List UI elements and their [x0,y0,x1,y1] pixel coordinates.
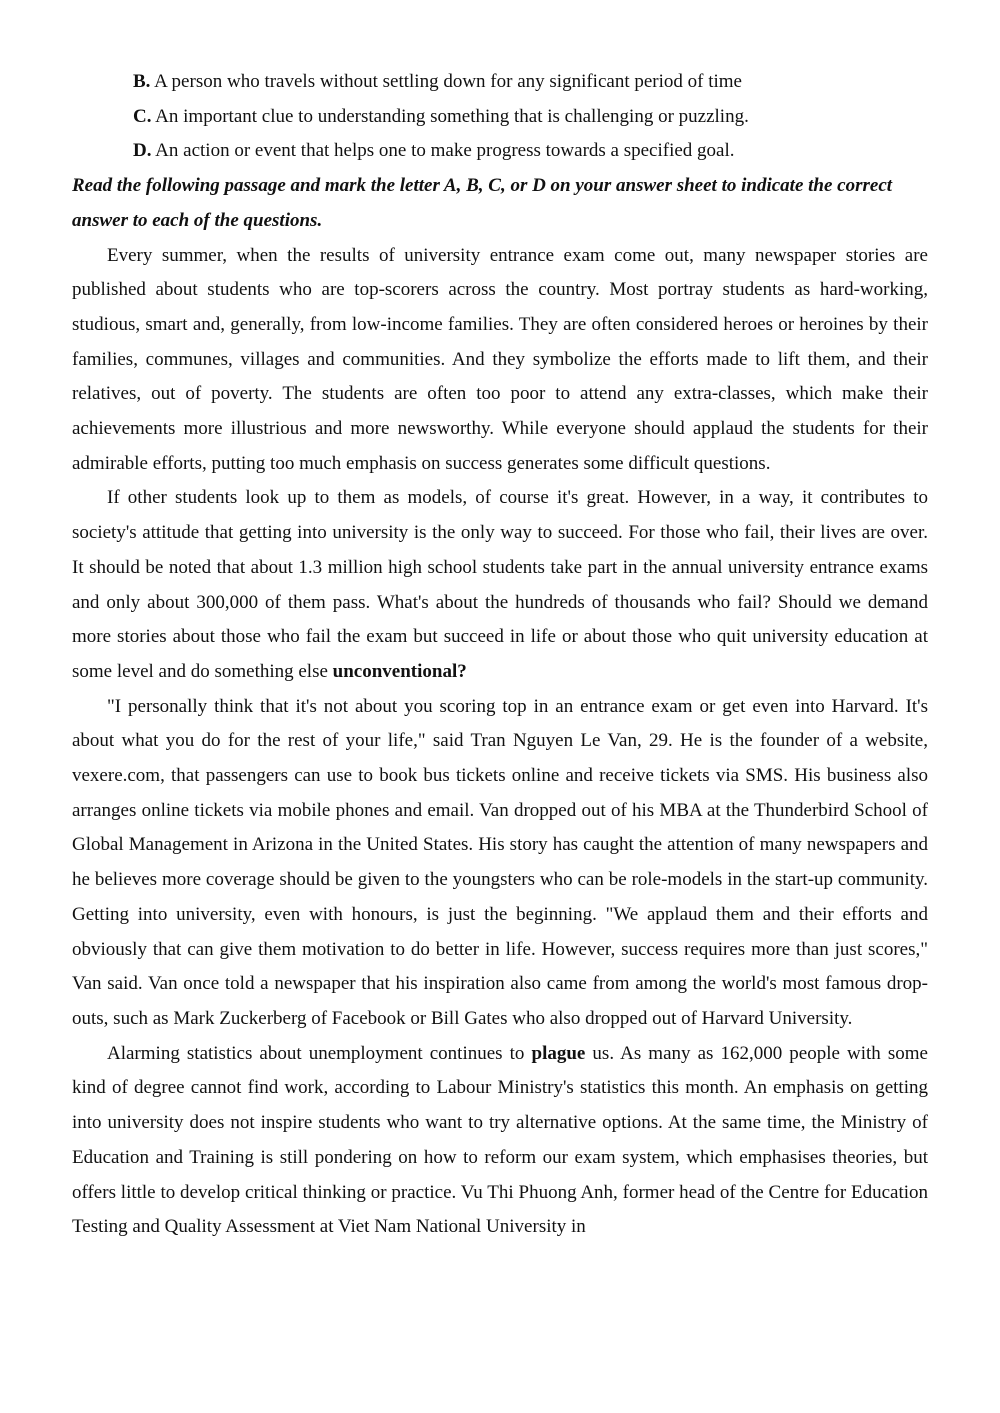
option-letter: C. [133,105,152,127]
paragraph-4 [72,1037,928,1245]
option-d [72,134,928,169]
paragraph-3: "I personally think that it's not about you scoring top in an entrance exam or get even into Harvard. It's about what you do for the rest of your life," said Tran Nguyen Le Van, 29. He is the founder of a website, vexere.com, that passengers can use to book bus tickets online and receive tickets via SMS. His business also arranges online tickets via mobile phones and email. Van dropped out of his MBA at the Thunderbird School of Global Management in Arizona in the United States. His story has caught the attention of many newspapers and he believes more coverage should be given to the youngsters who can be role-models in the start-up community. Getting into university, even with honours, is just the beginning. "We applaud them and their efforts and obviously that can give them motivation to do better in life. However, success requires more than just scores," Van said. Van once told a newspaper that his inspiration also came from among the world's most famous drop-outs, such as Mark Zuckerberg of Facebook or Bill Gates who also dropped out of Harvard University. [72,695,928,1029]
paragraph-2-text: If other students look up to them as models, of course it's great. However, in a way, it contributes to society's attitude that getting into university is the only way to succeed. For those who fail, their lives are over. It should be noted that about 1.3 million high school students take part in the annual university entrance exams and only about 300,000 of them pass. What's about the hundreds of thousands who fail? Should we demand more stories about those who fail the exam but succeed in life or about those who quit university education at some level and do something else [72,487,928,682]
paragraph-4-text-start: Alarming statistics about unemployment continues to [107,1042,532,1064]
reading-instruction: Read the following passage and mark the letter A, B, C, or D on your answer sheet to indicate the correct answer to each of the questions. [72,175,893,231]
document-page [72,65,928,1245]
option-letter: D. [133,140,152,162]
paragraph-2 [72,481,928,689]
option-text: An action or event that helps one to make progress towards a specified goal. [151,140,735,162]
option-b [72,65,928,100]
option-letter: B. [133,71,151,92]
bold-word-unconventional: unconventional? [332,660,467,682]
paragraph-4-text-end: us. As many as 162,000 people with some kind of degree cannot find work, according to Labour Ministry's statistics this month. An emphasis on getting into university does not inspire students who want to try alternative options. At the same time, the Ministry of Education and Training is still pondering on how to reform our exam system, which emphasises theories, but offers little to develop critical thinking or practice. Vu Thi Phuong Anh, former head of the Centre for Education Testing and Quality Assessment at Viet Nam National University in [72,1042,928,1238]
paragraph-1: Every summer, when the results of university entrance exam come out, many newspaper stories are published about students who are top-scorers across the country. Most portray students as hard-working, studious, smart and, generally, from low-income families. They are often considered heroes or heroines by their families, communes, villages and communities. And they symbolize the efforts made to lift them, and their relatives, out of poverty. The students are often too poor to attend any extra-classes, which make their achievements more illustrious and more newsworthy. While everyone should applaud the students for their admirable efforts, putting too much emphasis on success generates some difficult questions. [72,244,928,474]
option-text: An important clue to understanding something that is challenging or puzzling. [151,105,749,127]
option-text: A person who travels without settling down for any significant period of time [150,71,742,92]
option-c [72,100,928,135]
bold-word-plague: plague [531,1042,586,1064]
